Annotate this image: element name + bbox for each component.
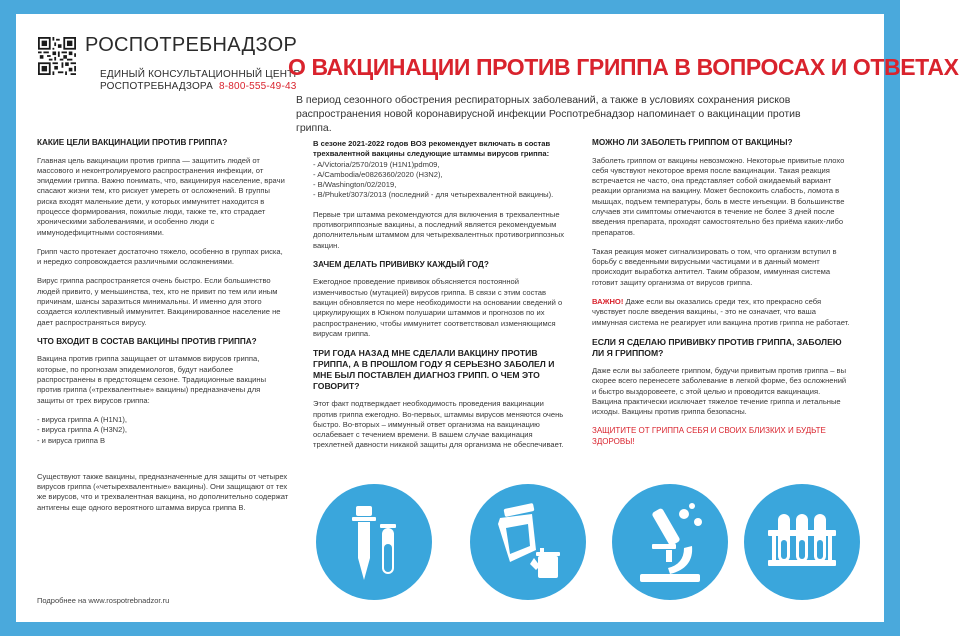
question-sick-from-vaccine: МОЖНО ЛИ ЗАБОЛЕТЬ ГРИППОМ ОТ ВАКЦИНЫ? [592, 138, 793, 147]
answer-yearly: Ежегодное проведение прививок объясняется постоянной изменчивостью (мутацией) вирусов гриппа. В связи с этим состав вакцин обновляется по мере необходимости на основании сведений о циркулирующих в Южном полушарии штаммов и прогнозов по их распространению, чтобы иммунитет соответствовал изменяющимся вирусам гриппа. [313, 277, 563, 338]
consult-center-line1: ЕДИНЫЙ КОНСУЛЬТАЦИОННЫЙ ЦЕНТР [100, 69, 301, 80]
answer-vaccinated-sick: Даже если вы заболеете гриппом, будучи привитым против гриппа – вы скорее всего перенесете заболевание в легкой форме, без осложнений и быстро выздоровеете, с этой целью и проводится вакцинация. Вакцина практически исключает тяжелое течение гриппа и летальные исходы. Вакцины против гриппа безопасны. [592, 365, 847, 417]
column-middle [313, 139, 568, 460]
list-item: - вируса гриппа A (H3N2), [37, 425, 128, 435]
answer-three-years: Этот факт подтверждает необходимость проведения вакцинации против гриппа ежегодно. Во-первых, штаммы вирусов меняются очень быстро. Во-вторых – иммунный ответ организма на вакцинацию ослабевает с течением времени. В вашем случае вакцинация трехлетней давности никакой защиты для организма не обеспечивает. [313, 399, 564, 450]
answer-goals: Главная цель вакцинации против гриппа — защитить людей от массового и неконтролируемого распространения инфекции, от эпидемии гриппа. Важно понимать, что, вакцинируя население, врачи спасают жизни тем, кто рискует умереть от осложнений. В группы риска входят маленькие дети, у которых иммунитет находится в процессе формирования, пожилые люди, также те, кто страдает хроническими заболеваниями, и особенно люди с иммунодефицитными состояниями. [37, 155, 285, 237]
paragraph-antibodies: Такая реакция может сигнализировать о том, что организм вступил в борьбу с введенными вирусными частицами и в данный момент происходит выработка антител. Таким образом, иммунная система готовит защиту организма от вирусов гриппа. [592, 246, 837, 287]
question-composition: ЧТО ВХОДИТ В СОСТАВ ВАКЦИНЫ ПРОТИВ ГРИППА? [37, 336, 257, 346]
important-label: ВАЖНО! [592, 297, 624, 307]
question-yearly: ЗАЧЕМ ДЕЛАТЬ ПРИВИВКУ КАЖДЫЙ ГОД? [313, 259, 489, 269]
question-goals: КАКИЕ ЦЕЛИ ВАКЦИНАЦИИ ПРОТИВ ГРИППА? [37, 138, 228, 147]
poster-sheet [16, 14, 959, 622]
microscope-icon [612, 484, 728, 600]
question-vaccinated-sick: ЕСЛИ Я СДЕЛАЮ ПРИВИВКУ ПРОТИВ ГРИППА, ЗАБОЛЕЮ ЛИ Я ГРИППОМ? [592, 336, 842, 358]
important-text: Даже если вы оказались среди тех, кто прекрасно себя чувствует после введения вакцины, - это не означает, что ваша иммунная система не реагирует или вакцина против гриппа не работает. [592, 297, 850, 327]
list-item: - B/Washington/02/2019, [313, 180, 397, 190]
beaker-icon [470, 484, 586, 600]
virus-list [37, 415, 289, 446]
footer-link-text: Подробнее на www.rospotrebnadzor.ru [37, 596, 170, 605]
consult-center-name: РОСПОТРЕБНАДЗОРА [100, 81, 213, 92]
paragraph-herd-immunity: Вирус гриппа распространяется очень быстро. Если большинство людей привито, у меньшинства, тех, кто не привит по тем или иным причинам, шансы заразиться минимальны. И именно для этого создается коллективный иммунитет. Вакцинированное население не дает распространяться вирусу. [37, 276, 281, 327]
list-item: - A/Victoria/2570/2019 (H1N1)pdm09, [313, 159, 440, 169]
answer-sick-from-vaccine: Заболеть гриппом от вакцины невозможно. Некоторые привитые плохо себя чувствуют некоторое время после вакцинации. Такая реакция встречается не часто, она представляет собой ожидаемый вариант реакции организма на вакцину. Может беспокоить слабость, ломота в мышцах, подъем температуры, боль в месте инъекции. В большинстве случаев эти симптомы отмечаются в течение не более 3 дней после введения препарата, проходят самостоятельно без приёма каких-либо препаратов. [592, 155, 845, 237]
list-item: - и вируса гриппа B [37, 435, 106, 445]
list-item: - B/Phuket/3073/2013 (последний - для четырехвалентной вакцины). [313, 190, 554, 200]
intro-text: В период сезонного обострения респираторных заболеваний, а также в условиях сохранения рисков распространения новой коронавирусной инфекции Роспотребнадзор напоминает о вакцинации против гриппа. [296, 94, 801, 134]
list-item: - вируса гриппа A (H1N1), [37, 414, 128, 424]
page-title: О ВАКЦИНАЦИИ ПРОТИВ ГРИППА В ВОПРОСАХ И ОТВЕТАХ [288, 54, 959, 80]
answer-composition: Вакцина против гриппа защищает от штаммов вирусов гриппа, которые, по прогнозам эпидемиологов, будут наиболее распространены в предстоящем сезоне. Традиционные вакцины против гриппа («трехвалентные» вакцины) предназначены для защиты от трех вирусов гриппа: [37, 354, 267, 405]
question-three-years: ТРИ ГОДА НАЗАД МНЕ СДЕЛАЛИ ВАКЦИНУ ПРОТИВ ГРИППА, А В ПРОШЛОМ ГОДУ Я СЕРЬЕЗНО ЗАБОЛЕЛ И МНЕ БЫЛ ПОСТАВЛЕН ДИАГНОЗ ГРИПП. О ЧЕМ ЭТО ГОВОРИТ? [313, 348, 555, 392]
pipette-icon [316, 484, 432, 600]
slogan: ЗАЩИТИТЕ ОТ ГРИППА СЕБЯ И СВОИХ БЛИЗКИХ И БУДЬТЕ ЗДОРОВЫ! [592, 426, 826, 446]
list-item: - A/Cambodia/e0826360/2020 (H3N2), [313, 169, 443, 179]
strain-list [313, 160, 568, 201]
who-recommendation: В сезоне 2021-2022 годов ВОЗ рекомендует включать в состав трехвалентной вакцины следующие штаммы вирусов гриппа: [313, 139, 551, 159]
column-right [592, 132, 850, 456]
qr-code-icon [38, 37, 76, 75]
brand-name: РОСПОТРЕБНАДЗОР [85, 34, 298, 56]
paragraph-complications: Грипп часто протекает достаточно тяжело, особенно в группах риска, и нередко сопровождается различными осложнениями. [37, 246, 283, 267]
column-left [37, 132, 289, 522]
paragraph-important [592, 297, 850, 328]
paragraph-strains: Первые три штамма рекомендуются для включения в трехвалентные противогриппозные вакцины, а последний является рекомендуемым дополнительным штаммом для четырехвалентных противогриппозных вакцин. [313, 209, 565, 250]
paragraph-quadrivalent: Существуют также вакцины, предназначенные для защиты от четырех вирусов гриппа («четырехвалентные» вакцины). Они защищают от тех же вирусов, что и трехвалентная вакцина, но дополнительно содержат антигены еще одного вероятного штамма вируса гриппа B. [37, 471, 289, 512]
hotline-phone: 8-800-555-49-43 [219, 81, 297, 92]
test-tubes-icon [744, 484, 860, 600]
consult-center-line2 [100, 81, 297, 92]
